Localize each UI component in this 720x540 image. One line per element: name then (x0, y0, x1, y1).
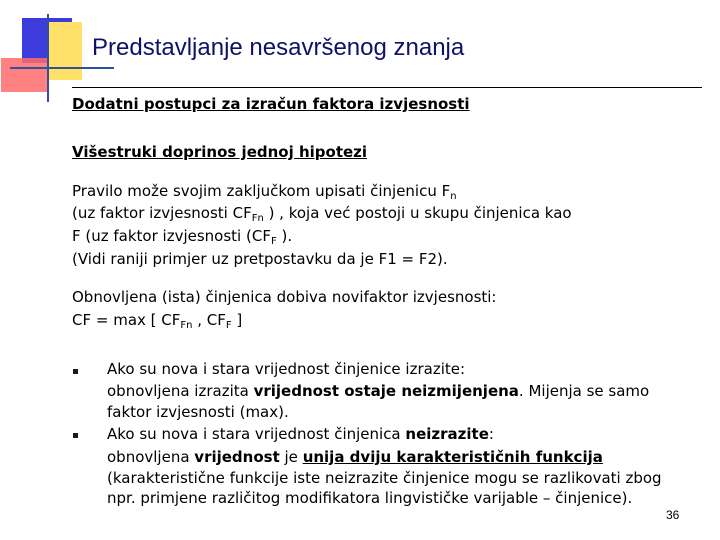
slide-title: Predstavljanje nesavršenog znanja (92, 34, 465, 61)
bullet1-line1: Ako su nova i stara vrijednost činjenice izrazite: (107, 360, 466, 378)
bullet1-line2: obnovljena izrazita vrijednost ostaje neizmijenjena. Mijenja se samo (107, 382, 650, 400)
decor-yellow-square (47, 22, 82, 80)
bullet-marker (73, 433, 78, 438)
para1-line3: F (uz faktor izvjesnosti ($CF_F$ ). (72, 227, 293, 247)
para1-line2: (uz faktor izvjesnosti $CF_{Fn}$ ) , koja već postoji u skupu činjenica kao (72, 204, 572, 224)
decor-red-square (1, 58, 47, 92)
subsection-heading: Višestruki doprinos jednoj hipotezi (72, 143, 368, 161)
section-heading: Dodatni postupci za izračun faktora izvjesnosti (72, 95, 470, 113)
bullet2-line4: npr. primjene različitog modifikatora lingvističke varijable – činjenice). (107, 489, 633, 507)
bullet-marker (73, 369, 78, 374)
para2-line1: Obnovljena (ista) činjenica dobiva novifaktor izvjesnosti: (72, 288, 497, 306)
bullet2-line3: (karakteristične funkcije iste neizrazite činjenice mogu se razlikovati zbog (107, 469, 662, 487)
title-divider (72, 87, 702, 88)
para2-formula: CF = max [ $CF_{Fn}$ , $CF_F$ ] (72, 311, 243, 331)
decor-vertical-line (47, 14, 49, 102)
bullet1-line3: faktor izvjesnosti (max). (107, 403, 289, 421)
page-number: 36 (666, 508, 680, 522)
para1-line4: (Vidi raniji primjer uz pretpostavku da je F1 = F2). (72, 250, 448, 268)
decor-horizontal-line (10, 67, 114, 69)
bullet2-line1: Ako su nova i stara vrijednost činjenica neizrazite: (107, 425, 494, 443)
para1-line1: Pravilo može svojim zaključkom upisati činjenicu $F_n$ (72, 182, 457, 202)
bullet2-line2: obnovljena vrijednost je unija dviju karakterističnih funkcija (107, 448, 603, 466)
